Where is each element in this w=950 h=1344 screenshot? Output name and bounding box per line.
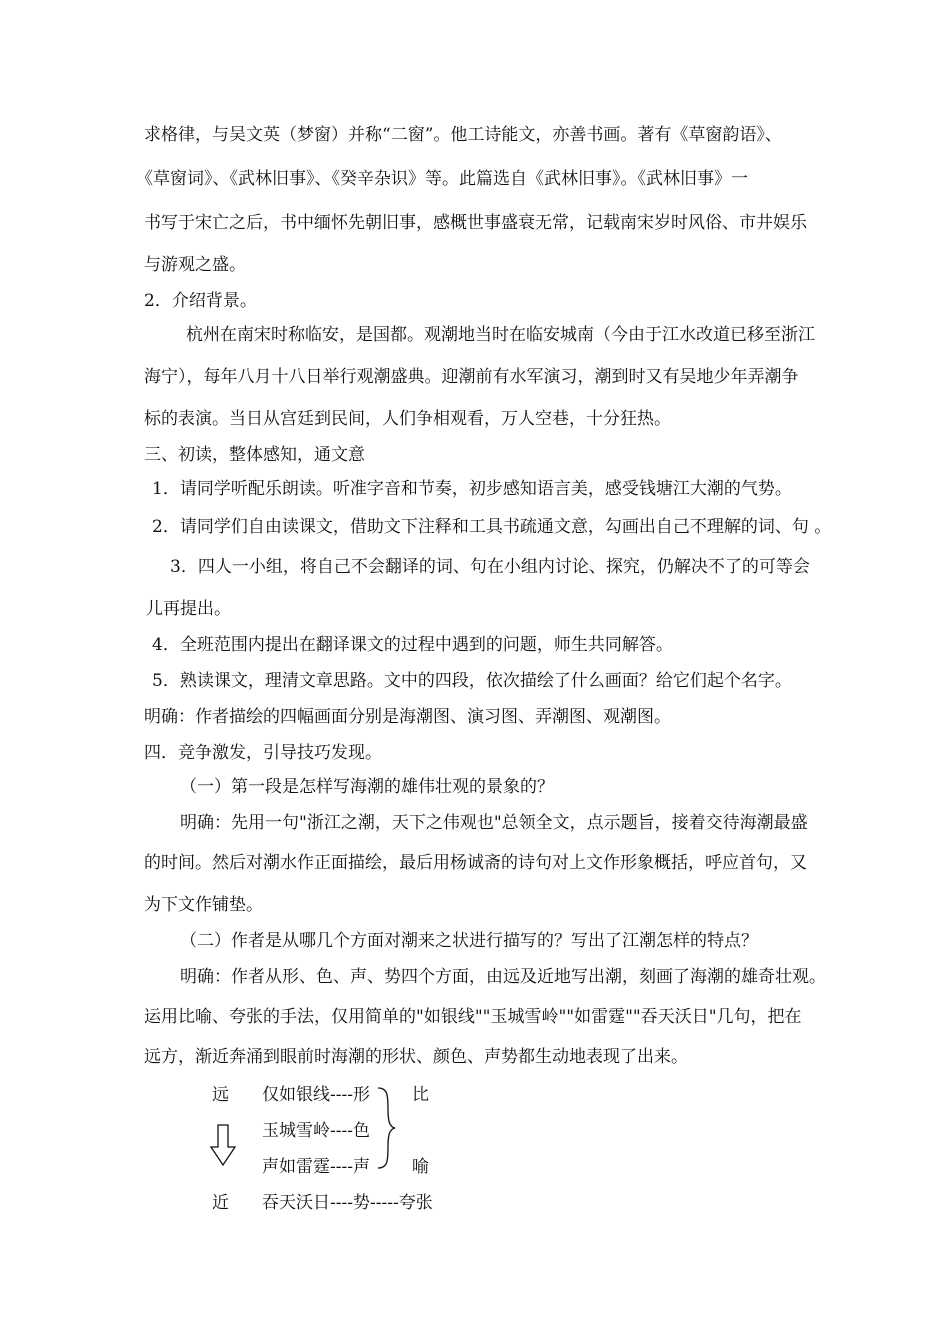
text-line: 书写于宋亡之后，书中缅怀先朝旧事，感概世事盛衰无常，记载南宋岁时风俗、市井娱乐 xyxy=(144,213,807,233)
question-line: （二）作者是从哪几个方面对潮来之状进行描写的？写出了江潮怎样的特点？ xyxy=(180,931,758,951)
text-line: 5．熟读课文，理清文章思路。文中的四段，依次描绘了什么画面？给它们起个名字。 xyxy=(152,671,792,691)
diagram-near-label: 近 xyxy=(212,1193,229,1213)
diagram-row: 玉城雪岭----色 xyxy=(262,1121,370,1141)
text-line: 杭州在南宋时称临安，是国都。观潮地当时在临安城南（今由于江水改道已移至浙江 xyxy=(186,325,815,345)
text-line: 海宁），每年八月十八日举行观潮盛典。迎潮前有水军演习，潮到时又有吴地少年弄潮争 xyxy=(144,367,799,387)
text-line: 2．请同学们自由读课文，借助文下注释和工具书疏通文意，勾画出自己不理解的词、句 。 xyxy=(152,517,832,537)
diagram-yu-label: 喻 xyxy=(412,1157,429,1177)
text-line: 远方，渐近奔涌到眼前时海潮的形状、颜色、声势都生动地表现了出来。 xyxy=(144,1047,688,1067)
text-line: 1．请同学听配乐朗读。听准字音和节奏，初步感知语言美，感受钱塘江大潮的气势。 xyxy=(152,479,792,499)
text-line: 为下文作铺垫。 xyxy=(144,895,263,915)
text-line: 标的表演。当日从宫廷到民间，人们争相观看，万人空巷，十分狂热。 xyxy=(144,409,671,429)
down-arrow-icon xyxy=(211,1125,235,1165)
text-line: 的时间。然后对潮水作正面描绘，最后用杨诚斋的诗句对上文作形象概括，呼应首句，又 xyxy=(144,853,807,873)
section-heading: 三、初读，整体感知，通文意 xyxy=(144,445,365,465)
question-line: （一）第一段是怎样写海潮的雄伟壮观的景象的？ xyxy=(180,777,554,797)
diagram-bi-label: 比 xyxy=(412,1085,429,1105)
diagram-row: 吞天沃日----势-----夸张 xyxy=(262,1193,433,1213)
text-line: 儿再提出。 xyxy=(146,599,231,619)
text-line: 4．全班范围内提出在翻译课文的过程中遇到的问题，师生共同解答。 xyxy=(152,635,673,655)
text-line: 求格律，与吴文英（梦窗）并称“二窗”。他工诗能文，亦善书画。著有《草窗韵语》、 xyxy=(144,125,782,145)
text-line: 3．四人一小组，将自己不会翻译的词、句在小组内讨论、探究，仍解决不了的可等会 xyxy=(170,557,810,577)
text-line: 与游观之盛。 xyxy=(144,255,246,275)
section-heading: 四．竞争激发，引导技巧发现。 xyxy=(144,743,382,763)
text-line: 明确：作者从形、色、声、势四个方面，由远及近地写出潮，刻画了海潮的雄奇壮观。 xyxy=(180,967,826,987)
diagram-far-label: 远 xyxy=(212,1085,229,1105)
text-line: 明确：作者描绘的四幅画面分别是海潮图、演习图、弄潮图、观潮图。 xyxy=(144,707,671,727)
text-line: 《草窗词》、《武林旧事》、《癸辛杂识》等。此篇选自《武林旧事》。《武林旧事》一 xyxy=(136,169,748,189)
section-heading: 2．介绍背景。 xyxy=(144,291,257,311)
diagram-row: 仅如银线----形 xyxy=(262,1085,370,1105)
diagram-row: 声如雷霆----声 xyxy=(262,1157,370,1177)
text-line: 明确：先用一句"浙江之潮，天下之伟观也"总领全文，点示题旨，接着交待海潮最盛 xyxy=(180,813,808,833)
text-line: 运用比喻、夸张的手法，仅用简单的"如银线""玉城雪岭""如雷霆""吞天沃日"几句，把在 xyxy=(144,1007,802,1027)
right-brace-icon xyxy=(378,1088,395,1168)
